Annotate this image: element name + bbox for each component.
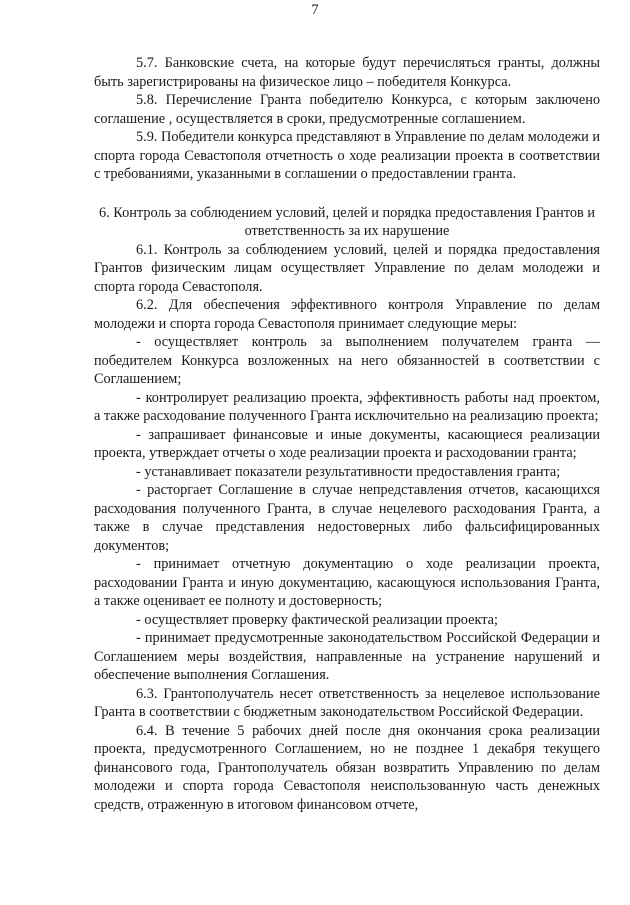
document-body	[94, 54, 600, 814]
list-item-request-documents: - запрашивает финансовые и иные документы, касающиеся реализации проекта, утверждает отчеты о ходе реализации проекта и расходовании гранта;	[94, 426, 600, 461]
list-item-control: - осуществляет контроль за выполнением получателем гранта — победителем Конкурса возложенных на него обязанностей в соответствии с Соглашением;	[94, 334, 600, 387]
paragraph-5-8: 5.8. Перечисление Гранта победителю Конкурса, с которым заключено соглашение , осуществляется в сроки, предусмотренные соглашением.	[94, 92, 600, 127]
paragraph-5-7: 5.7. Банковские счета, на которые будут перечисляться гранты, должны быть зарегистрированы на физическое лицо – победителя Конкурса.	[94, 55, 600, 90]
paragraph-6-4: 6.4. В течение 5 рабочих дней после дня окончания срока реализации проекта, предусмотренного Соглашением, но не позднее 1 декабря текущего финансового года, Грантополучатель обязан возвратить Управлению по делам молодежи и спорта города Севастополя неиспользованную часть денежных средств, отраженную в итоговом финансовом отчете,	[94, 722, 600, 813]
list-item-indicators: - устанавливает показатели результативности предоставления гранта;	[136, 463, 561, 480]
paragraph-6-3: 6.3. Грантополучатель несет ответственность за нецелевое использование Гранта в соответствии с бюджетным законодательством Российской Федерации.	[94, 685, 600, 720]
paragraph-5-9: 5.9. Победители конкурса представляют в Управление по делам молодежи и спорта города Севастополя отчетность о ходе реализации проекта в соответствии с требованиями, указанными в соглашении о предоставлении гранта.	[94, 129, 600, 182]
paragraph-6-2: 6.2. Для обеспечения эффективного контроля Управление по делам молодежи и спорта города Севастополя принимает следующие меры:	[94, 297, 600, 332]
list-item-verify: - осуществляет проверку фактической реализации проекта;	[136, 611, 498, 628]
list-item-monitor: - контролирует реализацию проекта, эффективность работы над проектом, а также расходование полученного Гранта исключительно на реализацию проекта;	[94, 389, 600, 424]
list-item-measures: - принимает предусмотренные законодательством Российской Федерации и Соглашением меры воздействия, направленные на устранение нарушений и обеспечение выполнения Соглашения.	[94, 630, 600, 683]
paragraph-6-1: 6.1. Контроль за соблюдением условий, целей и порядка предоставления Грантов физическим лицам осуществляет Управление по делам молодежи и спорта города Севастополя.	[94, 241, 600, 295]
list-item-terminate: - расторгает Соглашение в случае непредставления отчетов, касающихся расходования полученного Гранта, в случае нецелевого расходования Гранта, а также в случае представления недостоверных либо фальсифицированных документов;	[94, 482, 600, 554]
list-item-accept-reports: - принимает отчетную документацию о ходе реализации проекта, расходовании Гранта и иную документацию, касающуюся использования Гранта, а также оценивает ее полноту и достоверность;	[94, 556, 600, 609]
section-6-heading: 6. Контроль за соблюдением условий, целей и порядка предоставления Грантов и ответственность за их нарушение	[98, 204, 596, 239]
page-number: 7	[311, 2, 319, 18]
